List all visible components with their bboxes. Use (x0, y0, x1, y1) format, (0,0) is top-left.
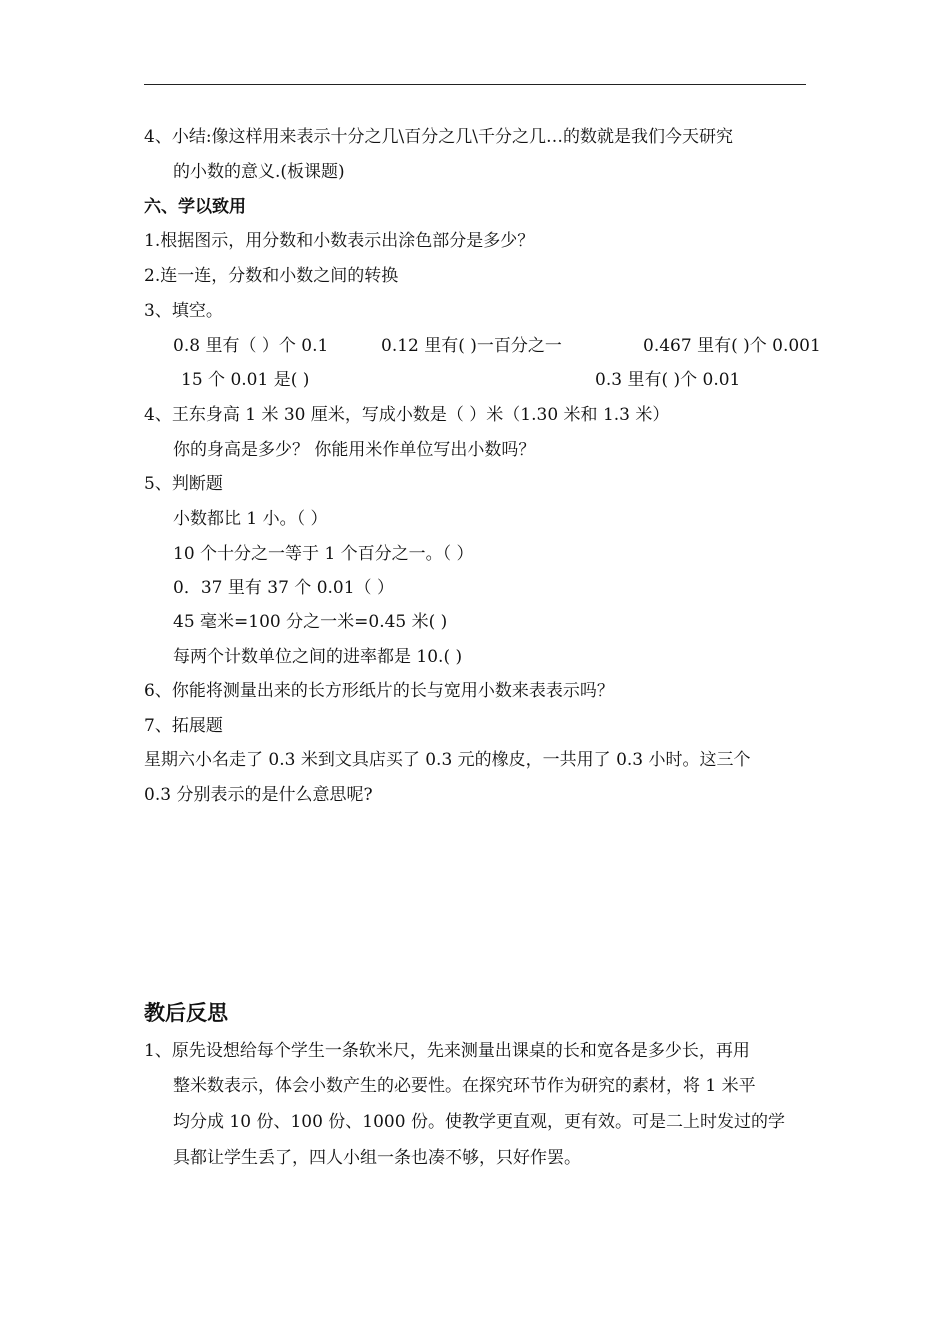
fill-blank-b: 0.12 里有( )一百分之一 (381, 336, 562, 356)
question-2: 2.连一连，分数和小数之间的转换 (144, 266, 399, 286)
question-4: 4、王东身高 1 米 30 厘米，写成小数是（ ）米（1.30 米和 1.3 米） (144, 405, 670, 425)
judge-item-1: 小数都比 1 小。（ ） (173, 509, 328, 529)
judge-item-3: 0．37 里有 37 个 0.01（ ） (173, 578, 394, 598)
fill-blank-a: 0.8 里有（ ）个 0.1 (173, 336, 329, 356)
section-title: 六、学以致用 (144, 197, 246, 217)
header-rule (144, 84, 806, 85)
extension-line-1: 星期六小名走了 0.3 米到文具店买了 0.3 元的橡皮，一共用了 0.3 小时。这三个 (144, 750, 751, 770)
reflection-line-1: 1、原先设想给每个学生一条软米尺，先来测量出课桌的长和宽各是多少长，再用 (144, 1041, 750, 1061)
question-5: 5、判断题 (144, 474, 223, 494)
question-6: 6、你能将测量出来的长方形纸片的长与宽用小数来表表示吗？ (144, 681, 614, 701)
question-4-followup: 你的身高是多少？ 你能用米作单位写出小数吗？ (173, 440, 536, 460)
judge-item-2: 10 个十分之一等于 1 个百分之一。（ ） (173, 544, 474, 564)
judge-item-5: 每两个计数单位之间的进率都是 10.( ) (173, 647, 463, 667)
question-3: 3、填空。 (144, 301, 223, 321)
reflection-heading: 教后反思 (144, 1000, 228, 1025)
fill-blank-e: 0.3 里有( )个 0.01 (595, 370, 741, 390)
summary-line-2: 的小数的意义.(板课题) (173, 162, 345, 182)
judge-item-4: 45 毫米=100 分之一米=0.45 米( ) (173, 612, 448, 632)
summary-line-1: 4、小结:像这样用来表示十分之几\百分之几\千分之几…的数就是我们今天研究 (144, 127, 733, 147)
question-1: 1.根据图示，用分数和小数表示出涂色部分是多少？ (144, 231, 535, 251)
question-7: 7、拓展题 (144, 716, 223, 736)
reflection-line-3: 均分成 10 份、100 份、1000 份。使教学更直观，更有效。可是二上时发过的学 (173, 1112, 785, 1132)
fill-blank-d: 15 个 0.01 是( ) (181, 370, 310, 390)
reflection-line-4: 具都让学生丢了，四人小组一条也凑不够，只好作罢。 (173, 1148, 581, 1168)
fill-blank-c: 0.467 里有( )个 0.001 (643, 336, 821, 356)
reflection-line-2: 整米数表示，体会小数产生的必要性。在探究环节作为研究的素材，将 1 米平 (173, 1076, 756, 1096)
extension-line-2: 0.3 分别表示的是什么意思呢? (144, 785, 373, 805)
